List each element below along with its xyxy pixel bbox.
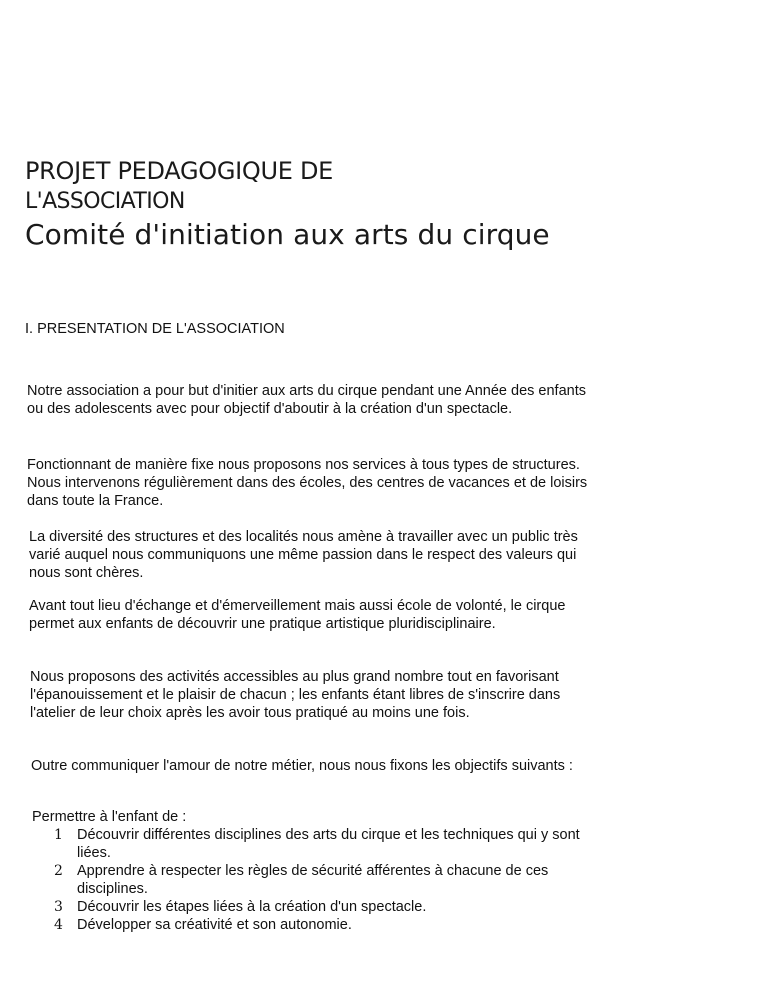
list-item xyxy=(50,862,590,898)
list-item xyxy=(50,916,590,934)
list-intro: Permettre à l'enfant de : xyxy=(32,809,187,825)
list-item-text: Découvrir différentes disciplines des arts du cirque et les techniques qui y sont liées. xyxy=(77,827,580,861)
paragraph-purpose: Notre association a pour but d'initier aux arts du cirque pendant une Année des enfants ou des adolescents avec pour objectif d'aboutir à la création d'un spectacle. xyxy=(27,383,586,417)
list-item-number: 4 xyxy=(54,917,63,933)
paragraph-activities: Nous proposons des activités accessibles au plus grand nombre tout en favorisant l'épanouissement et le plaisir de chacun ; les enfants étant libres de s'inscrire dans l'atelier de leur choix après les avoir tous pratiqué au moins une fois. xyxy=(30,669,561,721)
list-item-text: Développer sa créativité et son autonomie. xyxy=(77,917,352,933)
paragraph-services: Fonctionnant de manière fixe nous proposons nos services à tous types de structures. Nous intervenons régulièrement dans des écoles, des centres de vacances et de loisirs dans toute la France. xyxy=(27,457,588,509)
list-item-text: Découvrir les étapes liées à la création d'un spectacle. xyxy=(77,899,427,915)
list-item xyxy=(50,898,590,916)
association-name-title: Comité d'initiation aux arts du cirque xyxy=(25,218,550,251)
list-item-text: Apprendre à respecter les règles de sécurité afférentes à chacune de ces disciplines. xyxy=(77,863,549,897)
paragraph-diversity: La diversité des structures et des localités nous amène à travailler avec un public très varié auquel nous communiquons une même passion dans le respect des valeurs qui nous sont chères. xyxy=(29,529,578,581)
list-item-number: 2 xyxy=(54,863,63,879)
document-title-line-2: L'ASSOCIATION xyxy=(25,189,185,214)
paragraph-exchange: Avant tout lieu d'échange et d'émerveillement mais aussi école de volonté, le cirque permet aux enfants de découvrir une pratique artistique pluridisciplinaire. xyxy=(29,598,566,632)
list-item-number: 3 xyxy=(54,899,63,915)
section-heading: I. PRESENTATION DE L'ASSOCIATION xyxy=(25,321,285,337)
list-item xyxy=(50,826,590,862)
objectives-list xyxy=(50,826,590,934)
document-title-line-1: PROJET PEDAGOGIQUE DE xyxy=(25,157,334,185)
list-item-number: 1 xyxy=(54,827,63,843)
paragraph-objectives-intro: Outre communiquer l'amour de notre métier, nous nous fixons les objectifs suivants : xyxy=(31,758,573,774)
